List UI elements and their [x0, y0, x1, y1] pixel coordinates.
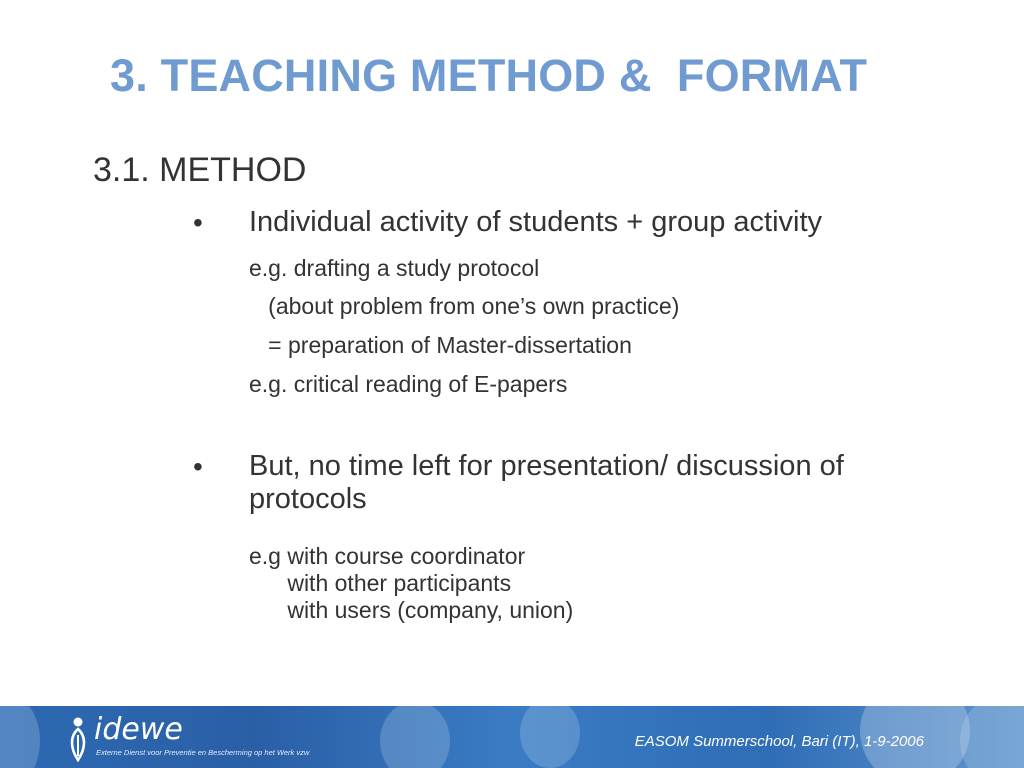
footer-photo-shape: [520, 706, 580, 768]
slide-title: 3. TEACHING METHOD & FORMAT: [110, 50, 868, 101]
footer-photo-shape: [0, 706, 40, 768]
bullet-1-subline: e.g. drafting a study protocol: [249, 255, 540, 281]
footer-band: [0, 706, 1024, 768]
bullet-2-subline: with users (company, union): [249, 597, 574, 623]
bullet-2-text: But, no time left for presentation/ discussion of protocols: [249, 450, 844, 515]
idewe-logo: [66, 712, 366, 764]
logo-tagline: Externe Dienst voor Preventie en Bescherming op het Werk vzw: [96, 748, 310, 757]
bullet-1-text: Individual activity of students + group activity: [249, 206, 823, 238]
bullet-2-subline: e.g with course coordinator: [249, 543, 526, 569]
logo-wordmark: idewe: [94, 712, 183, 747]
bullet-1-subline: (about problem from one’s own practice): [249, 293, 680, 319]
idewe-logo-icon: [66, 716, 90, 762]
section-heading: 3.1. METHOD: [93, 151, 307, 189]
footer-photo-shape: [380, 706, 450, 768]
bullet-1-subline: = preparation of Master-dissertation: [249, 332, 632, 358]
bullet-marker: •: [193, 207, 203, 238]
bullet-1-subline: e.g. critical reading of E-papers: [249, 371, 568, 397]
bullet-marker: •: [193, 451, 203, 482]
bullet-2-subline: with other participants: [249, 570, 512, 596]
footer-event-text: EASOM Summerschool, Bari (IT), 1-9-2006: [634, 733, 924, 750]
footer-photo-shape: [960, 706, 1024, 768]
